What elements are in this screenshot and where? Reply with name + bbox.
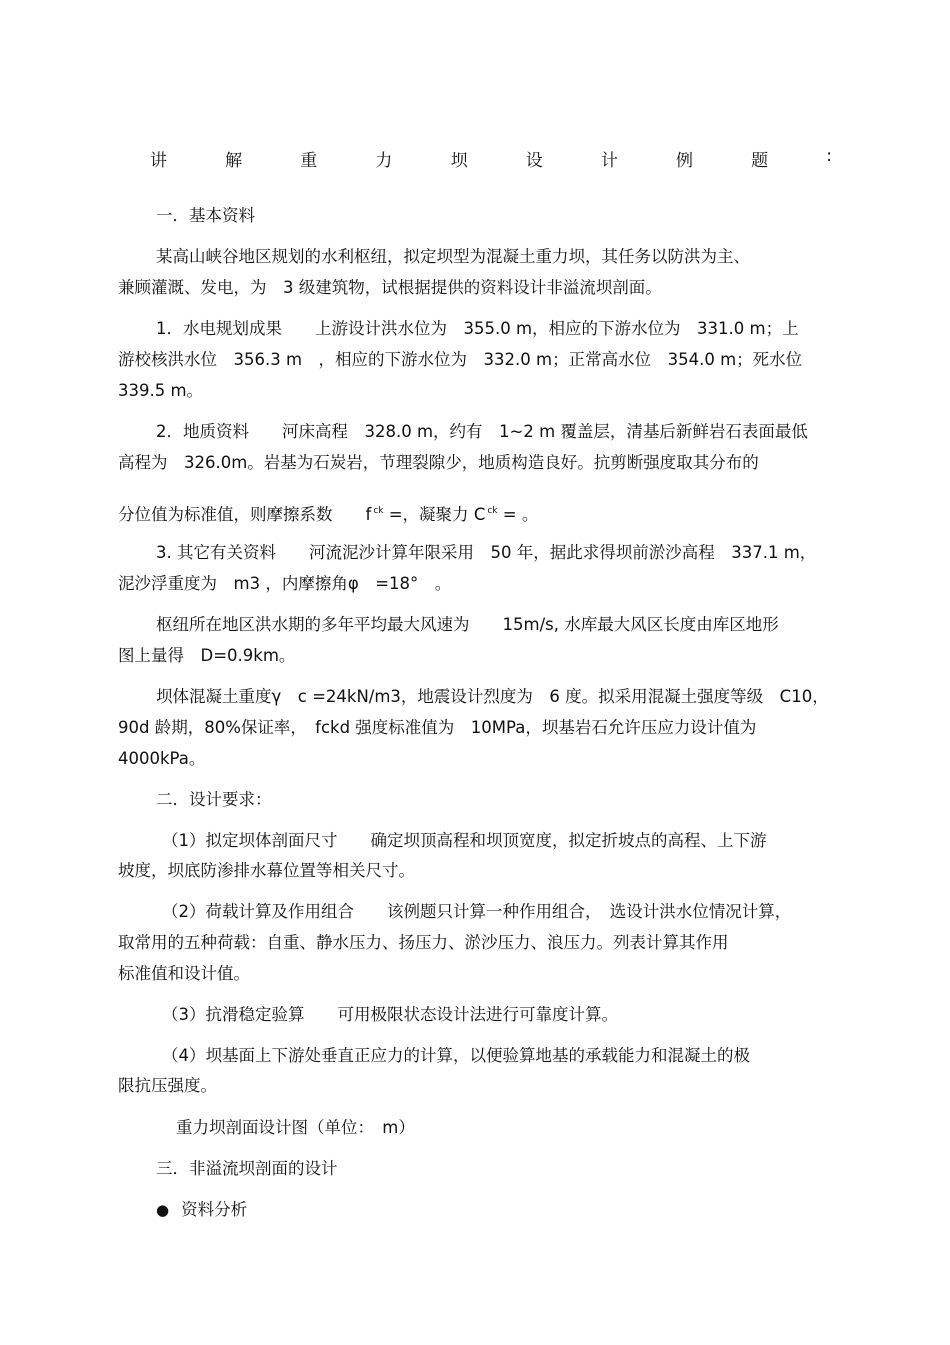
title-char: 力	[375, 151, 393, 171]
title-char: 题	[751, 151, 769, 171]
item1-line: 游校核洪水位 356.3 m ，相应的下游水位为 332.0 m；正常高水位 354.0 m；死水位	[118, 350, 803, 369]
requirement-2-line: 标准值和设计值。	[118, 964, 250, 983]
section-heading-basic-data: 一．基本资料	[156, 206, 255, 225]
bullet-icon: ●	[156, 1201, 170, 1219]
bullet-item-label: 资料分析	[181, 1200, 248, 1219]
wind-line: 枢纽所在地区洪水期的多年平均最大风速为 15m/s, 水库最大风区长度由库区地形	[156, 615, 779, 634]
item3-line: 3. 其它有关资料 河流泥沙计算年限采用 50 年，据此求得坝前淤沙高程 337.1 m，	[156, 543, 817, 562]
title-char: 设	[525, 151, 543, 171]
requirement-1-line: （1）拟定坝体剖面尺寸 确定坝顶高程和坝顶宽度，拟定折坡点的高程、上下游	[162, 831, 767, 850]
intro-line: 兼顾灌溉、发电，为 3 级建筑物，试根据提供的资料设计非溢流坝剖面。	[118, 278, 662, 297]
concrete-line: 坝体混凝土重度γ c =24kN/m3，地震设计烈度为 6 度。拟采用混凝土强度等级 C10，	[156, 687, 829, 706]
section-heading-design-requirements: 二．设计要求：	[156, 790, 272, 809]
cohesion-symbol: C $^{ck}$	[473, 505, 498, 524]
requirement-1-line: 坡度，坝底防渗排水幕位置等相关尺寸。	[118, 861, 415, 880]
title-char: 讲	[150, 151, 167, 171]
item2-line: 2．地质资料 河床高程 328.0 m，约有 1~2 m 覆盖层，清基后新鲜岩石表面最低	[156, 422, 808, 441]
wind-line: 图上量得 D=0.9km。	[118, 646, 296, 665]
item1-line: 339.5 m。	[118, 381, 204, 400]
intro-line: 某高山峡谷地区规划的水利枢纽，拟定坝型为混凝土重力坝，其任务以防洪为主、	[156, 247, 750, 266]
title-char: 计	[600, 151, 618, 171]
title-char: :	[826, 146, 832, 166]
requirement-2-line: 取常用的五种荷载：自重、静水压力、扬压力、淤沙压力、浪压力。列表计算其作用	[118, 933, 729, 952]
requirement-3-line: （3）抗滑稳定验算 可用极限状态设计法进行可靠度计算。	[162, 1005, 618, 1024]
item3-line: 泥沙浮重度为 m3 ，内摩擦角φ =18° 。	[118, 574, 452, 593]
requirement-2-line: （2）荷载计算及作用组合 该例题只计算一种作用组合， 选设计洪水位情况计算，	[162, 902, 792, 921]
item1-line: 1．水电规划成果 上游设计洪水位为 355.0 m，相应的下游水位为 331.0 m；上	[156, 319, 799, 338]
title-char: 坝	[450, 151, 468, 171]
requirement-4-line: （4）坝基面上下游处垂直正应力的计算，以便验算地基的承载能力和混凝土的极	[162, 1046, 750, 1065]
bullet-item	[156, 1199, 247, 1221]
title-char: 解	[225, 151, 243, 171]
figure-caption: 重力坝剖面设计图（单位： m）	[176, 1118, 415, 1137]
title-char: 例	[675, 151, 693, 171]
document-title	[150, 146, 832, 171]
concrete-line: 4000kPa。	[118, 749, 206, 768]
requirement-4-line: 限抗压强度。	[118, 1076, 217, 1095]
item2-formula-line: 分位值为标准值，则摩擦系数 f $^{ck}$ =，凝聚力 C $^{ck}$ = 。	[118, 505, 539, 524]
title-char: 重	[300, 151, 318, 171]
friction-coefficient-symbol: f $^{ck}$	[365, 505, 384, 524]
item2-line: 高程为 326.0m。岩基为石炭岩，节理裂隙少，地质构造良好。抗剪断强度取其分布的	[118, 453, 759, 472]
section-heading-non-overflow-dam: 三．非溢流坝剖面的设计	[156, 1159, 338, 1178]
concrete-line: 90d 龄期，80%保证率， fckd 强度标准值为 10MPa，坝基岩石允许压应力设计值为	[118, 718, 757, 737]
